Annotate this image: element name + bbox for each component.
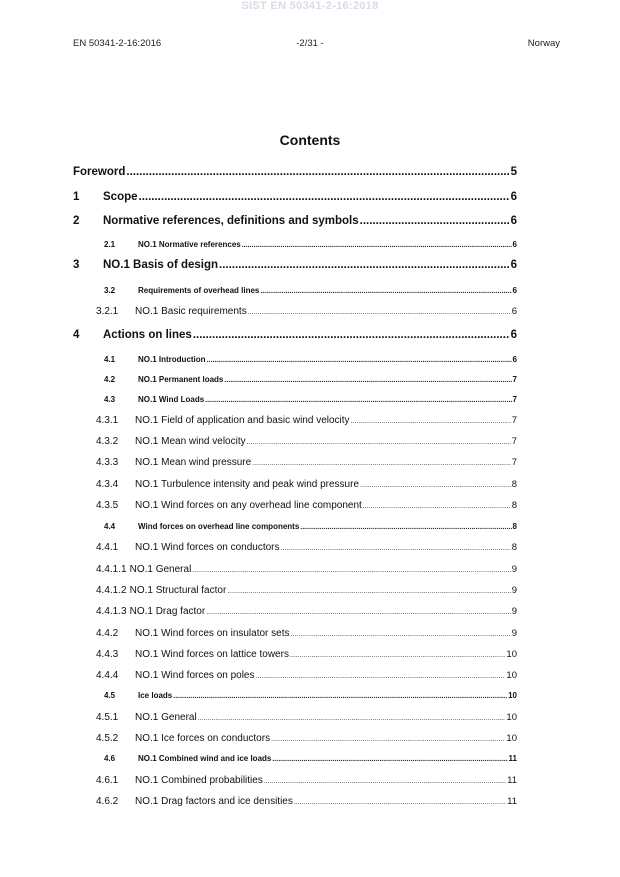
dot-leader <box>139 191 510 203</box>
toc-entry-title: Actions on lines <box>103 329 192 341</box>
header-document-id: EN 50341-2-16:2016 <box>73 38 162 49</box>
toc-entry-3[interactable] <box>73 259 517 271</box>
dot-leader <box>205 397 511 404</box>
toc-entry-4-6-1[interactable] <box>96 775 517 786</box>
toc-entry-page: 6 <box>510 259 517 271</box>
toc-entry-page: 10 <box>506 712 517 723</box>
dot-leader <box>206 609 511 616</box>
dot-leader <box>300 524 511 531</box>
toc-entry-title: NO.1 Wind forces on conductors <box>135 542 280 553</box>
toc-entry-title: NO.1 Drag factors and ice densities <box>135 796 293 807</box>
toc-entry-4-3-1[interactable] <box>96 415 517 426</box>
toc-entry-4-4-1-3[interactable] <box>96 606 517 617</box>
toc-entry-number: 3.2 <box>104 286 116 295</box>
toc-entry-number: 4.5.1 <box>96 712 119 723</box>
toc-entry-page: 10 <box>508 691 517 700</box>
toc-entry-number: 4.6.1 <box>96 775 119 786</box>
toc-entry-3-2[interactable] <box>104 286 517 295</box>
toc-entry-page: 6 <box>510 329 517 341</box>
toc-entry-4-6-2[interactable] <box>96 796 517 807</box>
toc-entry-number: 4.3.4 <box>96 479 119 490</box>
dot-leader <box>252 460 511 467</box>
dot-leader <box>193 329 510 341</box>
page-title: Contents <box>279 132 341 148</box>
dot-leader <box>260 288 511 295</box>
toc-entry-page: 6 <box>510 215 517 227</box>
toc-entry-4-4-1[interactable] <box>96 542 517 553</box>
toc-entry-title: Wind forces on overhead line components <box>138 522 300 531</box>
toc-entry-title: NO.1 Ice forces on conductors <box>135 733 271 744</box>
toc-entry-page: 8 <box>511 479 517 490</box>
toc-entry-2[interactable] <box>73 215 517 227</box>
toc-entry-title: NO.1 Wind forces on any overhead line component <box>135 500 362 511</box>
toc-entry-4-5-2[interactable] <box>96 733 517 744</box>
toc-entry-title: NO.1 Basis of design <box>103 259 219 271</box>
toc-entry-title: NO.1 Wind forces on lattice towers <box>135 649 289 660</box>
toc-entry-title: NO.1 Combined wind and ice loads <box>138 754 272 763</box>
toc-entry-number: 4.4.1 <box>96 542 119 553</box>
toc-entry-number: 4.3.3 <box>96 457 119 468</box>
toc-entry-4-3-4[interactable] <box>96 479 517 490</box>
toc-entry-title: NO.1 Basic requirements <box>135 306 247 317</box>
toc-entry-page: 11 <box>508 754 517 763</box>
dot-leader <box>192 567 510 574</box>
watermark: SIST EN 50341-2-16:2018 <box>241 0 379 12</box>
toc-entry-4-1[interactable] <box>104 355 517 364</box>
dot-leader <box>248 309 511 316</box>
dot-leader <box>264 778 506 785</box>
toc-entry-page: 7 <box>511 436 517 447</box>
toc-entry-page: 9 <box>511 628 517 639</box>
dot-leader <box>271 736 505 743</box>
toc-entry-number: 4.3.1 <box>96 415 119 426</box>
toc-entry-title: NO.1 Wind forces on poles <box>135 670 255 681</box>
toc-entry-number: 4.4.1.3 <box>96 606 127 617</box>
dot-leader <box>173 693 507 700</box>
toc-entry-4[interactable] <box>73 329 517 341</box>
toc-entry-page: 7 <box>512 375 517 384</box>
toc-entry-foreword[interactable] <box>73 166 517 178</box>
toc-entry-title: NO.1 Wind forces on insulator sets <box>135 628 290 639</box>
toc-entry-number: 4.5.2 <box>96 733 119 744</box>
toc-entry-1[interactable] <box>73 191 517 203</box>
toc-entry-title: NO.1 Mean wind pressure <box>135 457 252 468</box>
toc-entry-4-4-4[interactable] <box>96 670 517 681</box>
toc-entry-page: 8 <box>511 542 517 553</box>
toc-entry-number: 2 <box>73 215 80 227</box>
toc-entry-page: 6 <box>512 286 517 295</box>
toc-entry-page: 9 <box>511 564 517 575</box>
toc-entry-number: 4 <box>73 329 80 341</box>
toc-entry-4-5[interactable] <box>104 691 517 700</box>
dot-leader <box>219 259 510 271</box>
toc-entry-number: 4.3.5 <box>96 500 119 511</box>
dot-leader <box>291 631 511 638</box>
toc-entry-4-3-5[interactable] <box>96 500 517 511</box>
toc-entry-page: 5 <box>510 166 517 178</box>
toc-entry-number: 4.3 <box>104 395 116 404</box>
toc-entry-4-4[interactable] <box>104 522 517 531</box>
toc-entry-title: NO.1 Normative references <box>138 240 241 249</box>
toc-entry-title: NO.1 Wind Loads <box>138 395 205 404</box>
toc-entry-number: 4.3.2 <box>96 436 119 447</box>
dot-leader <box>198 715 506 722</box>
toc-entry-number: 1 <box>73 191 80 203</box>
toc-entry-number: 4.4.1.1 <box>96 564 127 575</box>
header-country: Norway <box>527 38 560 49</box>
dot-leader <box>281 545 511 552</box>
toc-entry-page: 11 <box>507 775 517 786</box>
dot-leader <box>360 482 511 489</box>
toc-entry-page: 6 <box>512 240 517 249</box>
toc-entry-number: 4.5 <box>104 691 116 700</box>
toc-entry-title: NO.1 General <box>129 564 192 575</box>
toc-entry-number: 4.6.2 <box>96 796 119 807</box>
toc-entry-number: 2.1 <box>104 240 116 249</box>
toc-entry-number: 4.4 <box>104 522 116 531</box>
dot-leader <box>351 418 511 425</box>
toc-entry-title: NO.1 Drag factor <box>129 606 206 617</box>
toc-entry-title: Normative references, definitions and symbols <box>103 215 359 227</box>
toc-entry-3-2-1[interactable] <box>96 306 517 317</box>
toc-entry-title: NO.1 Turbulence intensity and peak wind pressure <box>135 479 360 490</box>
toc-entry-title: NO.1 Combined probabilities <box>135 775 263 786</box>
toc-entry-title: NO.1 Mean wind velocity <box>135 436 246 447</box>
toc-entry-number: 4.4.1.2 <box>96 585 127 596</box>
dot-leader <box>247 439 511 446</box>
toc-entry-page: 6 <box>512 355 517 364</box>
toc-entry-title: NO.1 General <box>135 712 197 723</box>
toc-entry-title: Scope <box>103 191 138 203</box>
toc-entry-4-4-2[interactable] <box>96 628 517 639</box>
toc-entry-4-4-1-1[interactable] <box>96 564 517 575</box>
toc-entry-number: 4.4.4 <box>96 670 119 681</box>
toc-entry-number: 4.2 <box>104 375 116 384</box>
toc-entry-number: 4.1 <box>104 355 116 364</box>
toc-entry-title: Requirements of overhead lines <box>138 286 260 295</box>
toc-entry-page: 7 <box>511 457 517 468</box>
toc-entry-4-3-3[interactable] <box>96 457 517 468</box>
toc-entry-4-3[interactable] <box>104 395 517 404</box>
dot-leader <box>363 503 511 510</box>
dot-leader <box>290 652 505 659</box>
toc-entry-2-1[interactable] <box>104 240 517 249</box>
dot-leader <box>126 166 509 178</box>
header-page-number: -2/31 - <box>296 38 324 49</box>
toc-entry-4-3-2[interactable] <box>96 436 517 447</box>
toc-entry-4-4-3[interactable] <box>96 649 517 660</box>
toc-entry-page: 7 <box>512 395 517 404</box>
toc-entry-page: 10 <box>506 670 517 681</box>
toc-entry-page: 8 <box>512 522 517 531</box>
dot-leader <box>294 799 506 806</box>
toc-entry-page: 10 <box>506 649 517 660</box>
toc-entry-page: 10 <box>506 733 517 744</box>
dot-leader <box>242 242 512 249</box>
toc-entry-4-2[interactable] <box>104 375 517 384</box>
toc-entry-page: 6 <box>510 191 517 203</box>
toc-entry-page: 9 <box>511 606 517 617</box>
toc-entry-4-5-1[interactable] <box>96 712 517 723</box>
toc-entry-4-6[interactable] <box>104 754 517 763</box>
toc-entry-title: Ice loads <box>138 691 173 700</box>
toc-entry-page: 6 <box>511 306 517 317</box>
toc-entry-number: 3 <box>73 259 80 271</box>
dot-leader <box>360 215 510 227</box>
toc-entry-4-4-1-2[interactable] <box>96 585 517 596</box>
toc-entry-number: 4.4.3 <box>96 649 119 660</box>
toc-entry-title: Foreword <box>73 166 126 178</box>
dot-leader <box>272 756 507 763</box>
toc-entry-number: 4.4.2 <box>96 628 119 639</box>
toc-entry-page: 8 <box>511 500 517 511</box>
dot-leader <box>227 588 510 595</box>
toc-entry-page: 7 <box>511 415 517 426</box>
dot-leader <box>224 377 511 384</box>
dot-leader <box>256 673 506 680</box>
toc-entry-title: NO.1 Permanent loads <box>138 375 224 384</box>
toc-entry-title: NO.1 Introduction <box>138 355 206 364</box>
toc-entry-number: 4.6 <box>104 754 116 763</box>
toc-entry-title: NO.1 Structural factor <box>129 585 227 596</box>
toc-entry-title: NO.1 Field of application and basic wind velocity <box>135 415 350 426</box>
toc-entry-number: 3.2.1 <box>96 306 119 317</box>
dot-leader <box>207 357 512 364</box>
toc-entry-page: 9 <box>511 585 517 596</box>
toc-entry-page: 11 <box>507 796 517 807</box>
